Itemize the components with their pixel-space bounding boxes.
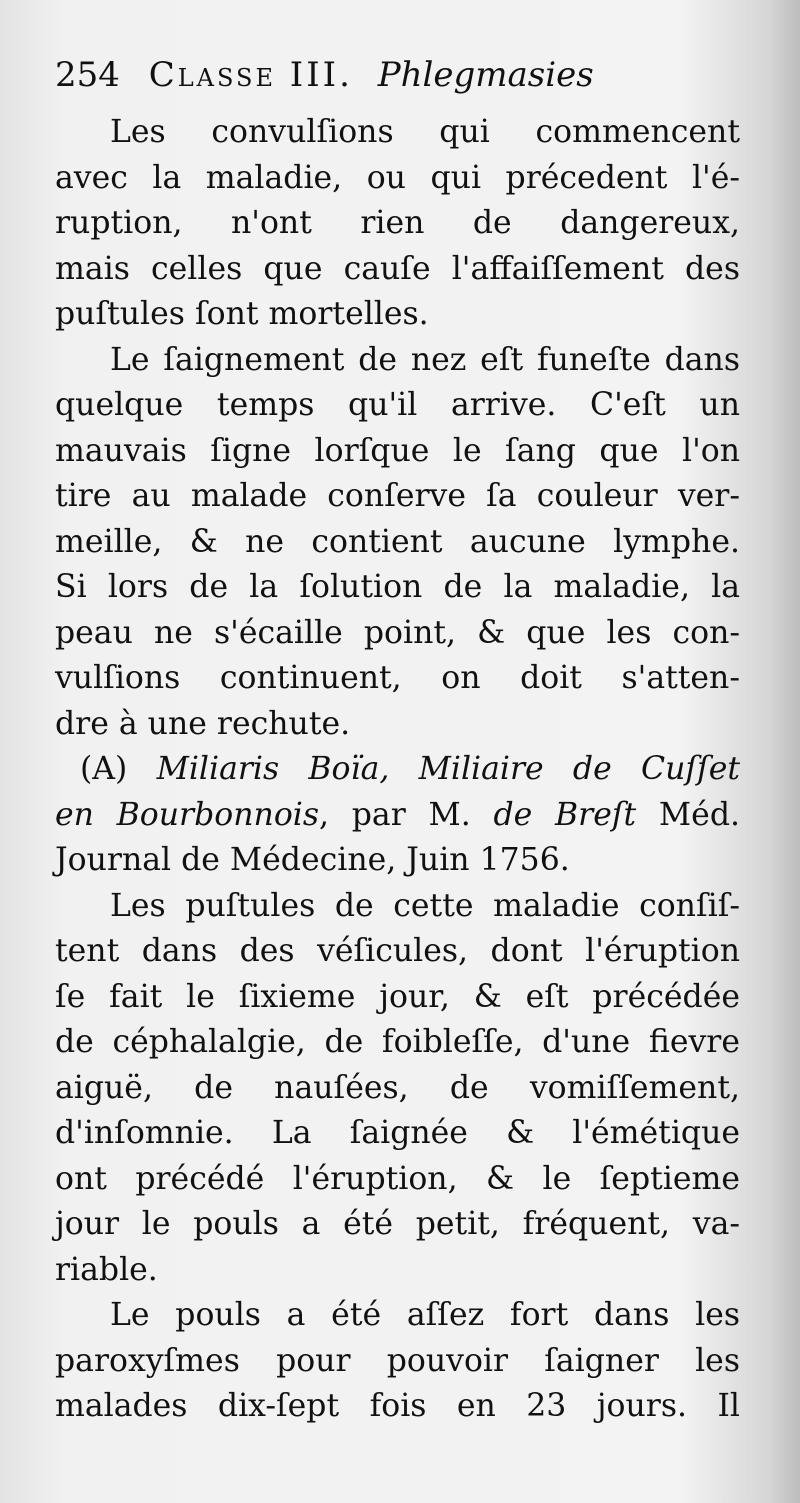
paragraph-pustules — [55, 884, 740, 1294]
text-line: de céphalalgie, de foibleſſe, d'une fievre — [55, 1024, 740, 1060]
page-body — [55, 40, 740, 1430]
text-line: Le ſaignement de nez eſt funeſte dans — [110, 341, 740, 378]
text-line: d'inſomnie. La ſaignée & l'émétique — [55, 1115, 740, 1151]
paragraph-convulsions — [55, 110, 740, 338]
text-line: ſe fait le ſixieme jour, & eſt précédée — [55, 978, 740, 1015]
text-line: aiguë, de nauſées, de vomiſſement, — [55, 1069, 740, 1106]
text-line: Les convulſions qui commencent — [110, 114, 740, 150]
text-line: puſtules ſont mortelles. — [55, 296, 429, 332]
text-line: jour le pouls a été petit, fréquent, va- — [55, 1206, 740, 1242]
text-line: meille, & ne contient aucune lymphe. — [55, 523, 740, 560]
text-line: mais celles que cauſe l'affaiſſement des — [55, 250, 740, 287]
section-title: Phlegmasies — [377, 55, 594, 95]
footnote-title: Miliaris Boïa, Miliaire de Cuſſet — [156, 751, 740, 787]
running-header — [55, 40, 740, 110]
text-line: Si lors de la ſolution de la maladie, la — [55, 569, 740, 605]
text-line: quelque temps qu'il arrive. C'eſt un — [55, 387, 740, 423]
footnote-author: de Breſt — [493, 796, 637, 833]
text-line: avec la maladie, ou qui précedent l'é- — [55, 159, 740, 196]
footnote-marker: (A) — [80, 751, 157, 787]
text-line: peau ne s'écaille point, & que les con- — [55, 614, 740, 651]
text-line: Les puſtules de cette maladie conſiſ- — [110, 887, 740, 924]
text-line: dre à une rechute. — [55, 705, 351, 742]
text-line: riable. — [55, 1251, 158, 1288]
page-number: 254 — [55, 55, 120, 95]
footnote-place: en Bourbonnois — [55, 796, 320, 833]
footnote-line — [55, 747, 740, 793]
footnote-line — [55, 793, 740, 839]
text-line: ruption, n'ont rien de dangereux, — [55, 205, 740, 241]
text-line: malades dix-ſept fois en 23 jours. Il — [55, 1388, 740, 1424]
footnote-a — [55, 747, 740, 884]
text-line: mauvais ſigne lorſque le ſang que l'on — [55, 432, 740, 469]
paragraph-saignement — [55, 338, 740, 748]
text-line: Le pouls a été aſſez fort dans les — [110, 1297, 740, 1333]
class-label: Classe III. — [148, 55, 353, 95]
text-line: vulſions continuent, on doit s'atten- — [55, 660, 740, 696]
text-line: paroxyſmes pour pouvoir ſaigner les — [55, 1342, 740, 1379]
footnote-source: Journal de Médecine, Juin 1756. — [55, 842, 570, 878]
text-line: ont précédé l'éruption, & le ſeptieme — [55, 1160, 740, 1197]
text-line: tent dans des véſicules, dont l'éruption — [55, 933, 740, 969]
text-line: tire au malade conſerve ſa couleur ver- — [55, 478, 740, 514]
paragraph-pouls — [55, 1293, 740, 1430]
footnote-by: , par M. — [319, 796, 494, 833]
footnote-role: Méd. — [636, 796, 741, 833]
